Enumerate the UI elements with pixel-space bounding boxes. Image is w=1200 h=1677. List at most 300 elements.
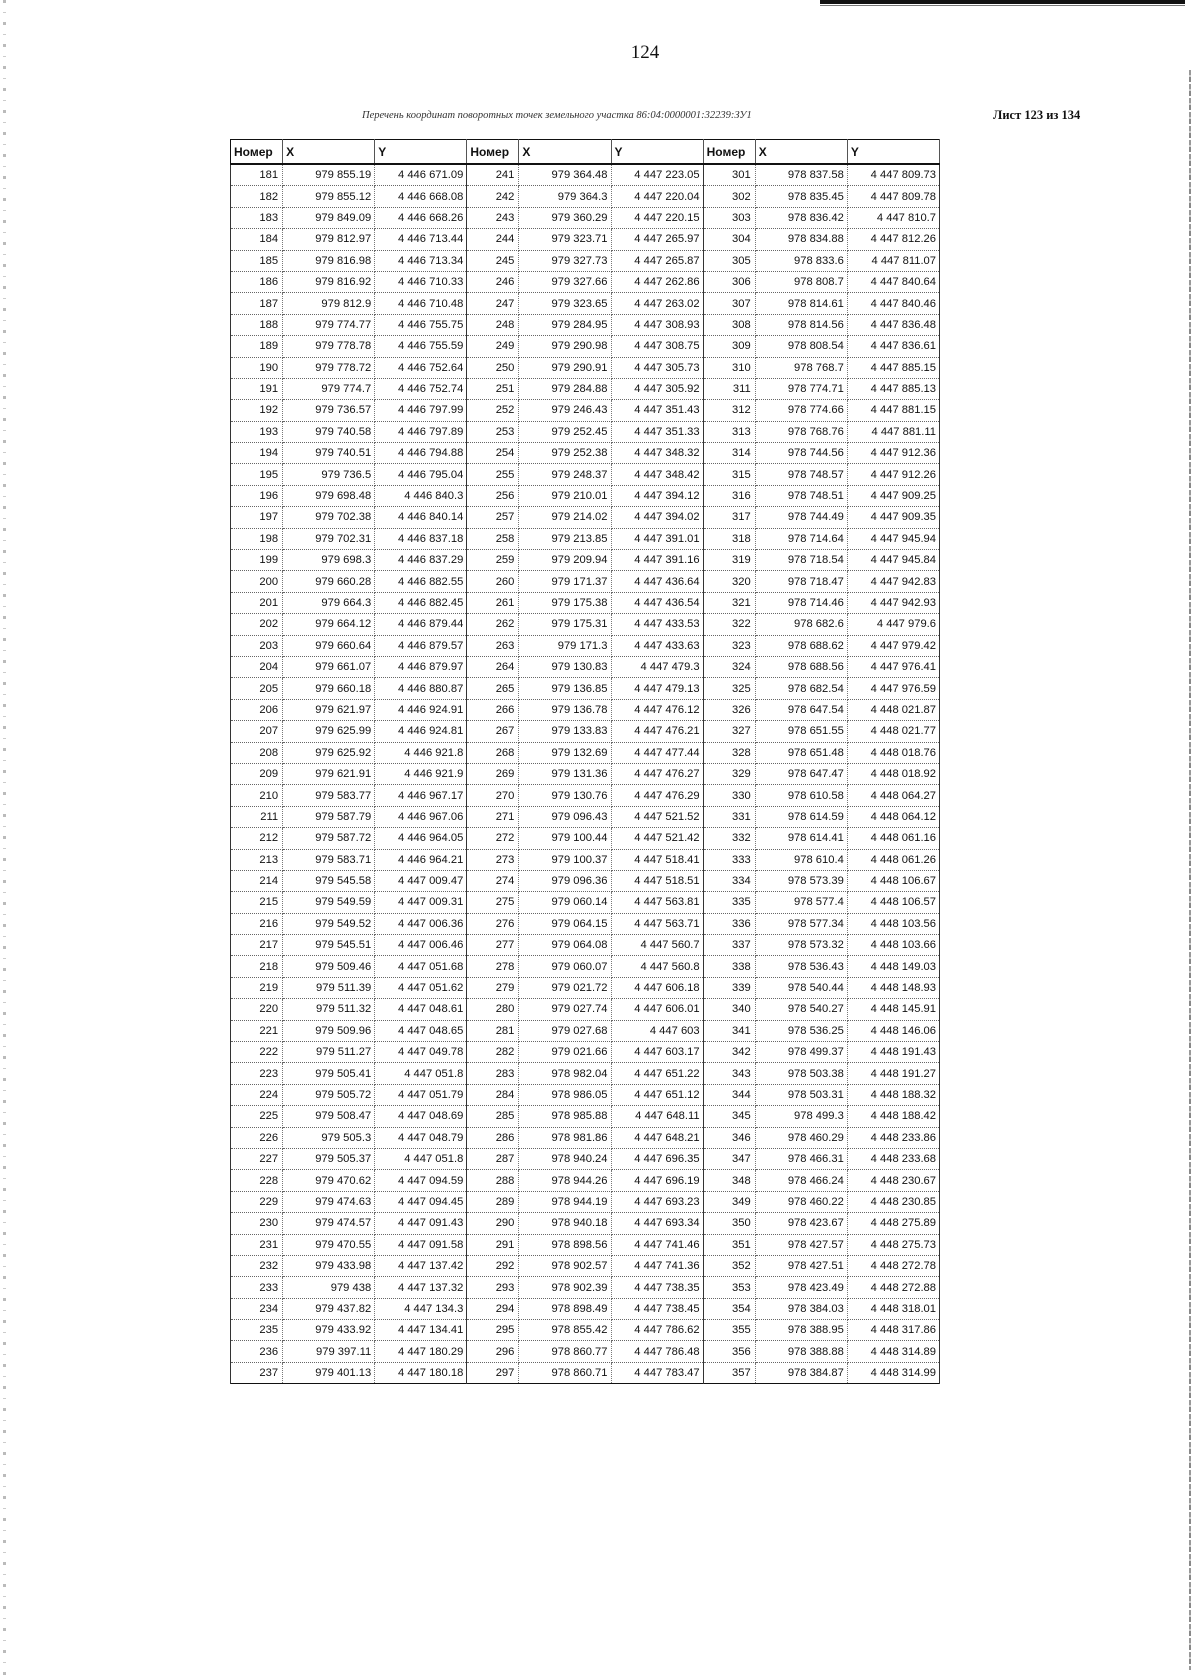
point-number: 237 [231, 1362, 283, 1383]
page-number: 124 [630, 42, 660, 63]
point-number: 231 [231, 1234, 283, 1255]
y-coordinate: 4 448 191.43 [847, 1042, 939, 1063]
point-number: 192 [231, 400, 283, 421]
x-coordinate: 979 664.12 [283, 614, 375, 635]
x-coordinate: 978 768.7 [755, 357, 847, 378]
y-coordinate: 4 447 476.27 [611, 763, 703, 784]
x-coordinate: 979 621.97 [283, 699, 375, 720]
table-row [231, 785, 940, 806]
x-coordinate: 978 768.76 [755, 421, 847, 442]
table-row [231, 656, 940, 677]
point-number: 291 [467, 1234, 519, 1255]
point-number: 257 [467, 507, 519, 528]
x-coordinate: 979 437.82 [283, 1298, 375, 1319]
table-row [231, 1277, 940, 1298]
point-number: 234 [231, 1298, 283, 1319]
point-number: 341 [703, 1020, 755, 1041]
x-coordinate: 979 736.5 [283, 464, 375, 485]
y-coordinate: 4 446 837.18 [375, 528, 467, 549]
table-row [231, 1362, 940, 1383]
y-coordinate: 4 446 967.06 [375, 806, 467, 827]
x-coordinate: 979 214.02 [519, 507, 611, 528]
x-coordinate: 978 427.57 [755, 1234, 847, 1255]
table-row [231, 742, 940, 763]
x-coordinate: 979 849.09 [283, 207, 375, 228]
point-number: 221 [231, 1020, 283, 1041]
y-coordinate: 4 447 836.61 [847, 336, 939, 357]
x-coordinate: 978 814.56 [755, 314, 847, 335]
y-coordinate: 4 446 879.97 [375, 656, 467, 677]
y-coordinate: 4 447 094.59 [375, 1170, 467, 1191]
col-header-y: Y [611, 140, 703, 165]
point-number: 294 [467, 1298, 519, 1319]
y-coordinate: 4 447 811.07 [847, 250, 939, 271]
x-coordinate: 978 774.66 [755, 400, 847, 421]
table-row [231, 892, 940, 913]
point-number: 227 [231, 1148, 283, 1169]
y-coordinate: 4 448 018.76 [847, 742, 939, 763]
point-number: 241 [467, 164, 519, 186]
y-coordinate: 4 447 351.43 [611, 400, 703, 421]
y-coordinate: 4 446 882.55 [375, 571, 467, 592]
y-coordinate: 4 448 145.91 [847, 999, 939, 1020]
y-coordinate: 4 447 433.63 [611, 635, 703, 656]
y-coordinate: 4 447 433.53 [611, 614, 703, 635]
table-row [231, 1298, 940, 1319]
y-coordinate: 4 447 006.36 [375, 913, 467, 934]
point-number: 213 [231, 849, 283, 870]
y-coordinate: 4 447 696.19 [611, 1170, 703, 1191]
point-number: 254 [467, 443, 519, 464]
x-coordinate: 979 284.95 [519, 314, 611, 335]
x-coordinate: 978 614.59 [755, 806, 847, 827]
y-coordinate: 4 447 976.41 [847, 656, 939, 677]
point-number: 223 [231, 1063, 283, 1084]
point-number: 258 [467, 528, 519, 549]
point-number: 191 [231, 378, 283, 399]
x-coordinate: 979 100.37 [519, 849, 611, 870]
y-coordinate: 4 447 180.18 [375, 1362, 467, 1383]
table-row [231, 1063, 940, 1084]
y-coordinate: 4 446 964.21 [375, 849, 467, 870]
table-row [231, 1106, 940, 1127]
point-number: 313 [703, 421, 755, 442]
point-number: 323 [703, 635, 755, 656]
y-coordinate: 4 447 912.36 [847, 443, 939, 464]
y-coordinate: 4 447 048.79 [375, 1127, 467, 1148]
x-coordinate: 979 064.08 [519, 935, 611, 956]
point-number: 181 [231, 164, 283, 186]
x-coordinate: 979 100.44 [519, 828, 611, 849]
point-number: 320 [703, 571, 755, 592]
y-coordinate: 4 446 795.04 [375, 464, 467, 485]
x-coordinate: 979 131.36 [519, 763, 611, 784]
y-coordinate: 4 448 233.68 [847, 1148, 939, 1169]
x-coordinate: 979 210.01 [519, 485, 611, 506]
point-number: 220 [231, 999, 283, 1020]
y-coordinate: 4 447 009.47 [375, 870, 467, 891]
x-coordinate: 979 505.72 [283, 1084, 375, 1105]
table-row [231, 763, 940, 784]
y-coordinate: 4 448 064.12 [847, 806, 939, 827]
y-coordinate: 4 447 979.6 [847, 614, 939, 635]
y-coordinate: 4 447 134.41 [375, 1320, 467, 1341]
point-number: 318 [703, 528, 755, 549]
point-number: 225 [231, 1106, 283, 1127]
y-coordinate: 4 446 924.81 [375, 721, 467, 742]
x-coordinate: 979 060.14 [519, 892, 611, 913]
table-row [231, 614, 940, 635]
y-coordinate: 4 447 563.81 [611, 892, 703, 913]
y-coordinate: 4 447 305.73 [611, 357, 703, 378]
point-number: 236 [231, 1341, 283, 1362]
point-number: 328 [703, 742, 755, 763]
x-coordinate: 979 209.94 [519, 550, 611, 571]
y-coordinate: 4 446 668.08 [375, 186, 467, 207]
point-number: 182 [231, 186, 283, 207]
scan-right-edge [1189, 70, 1191, 1670]
y-coordinate: 4 447 560.8 [611, 956, 703, 977]
point-number: 305 [703, 250, 755, 271]
point-number: 243 [467, 207, 519, 228]
y-coordinate: 4 447 606.18 [611, 977, 703, 998]
x-coordinate: 979 587.72 [283, 828, 375, 849]
x-coordinate: 978 982.04 [519, 1063, 611, 1084]
y-coordinate: 4 447 603.17 [611, 1042, 703, 1063]
table-row [231, 357, 940, 378]
x-coordinate: 979 812.9 [283, 293, 375, 314]
point-number: 266 [467, 699, 519, 720]
point-number: 293 [467, 1277, 519, 1298]
point-number: 329 [703, 763, 755, 784]
table-row [231, 485, 940, 506]
x-coordinate: 979 855.19 [283, 164, 375, 186]
point-number: 183 [231, 207, 283, 228]
y-coordinate: 4 447 348.42 [611, 464, 703, 485]
y-coordinate: 4 448 233.86 [847, 1127, 939, 1148]
point-number: 278 [467, 956, 519, 977]
y-coordinate: 4 447 479.3 [611, 656, 703, 677]
point-number: 201 [231, 592, 283, 613]
y-coordinate: 4 448 106.57 [847, 892, 939, 913]
coordinates-table [230, 139, 940, 1384]
table-row [231, 443, 940, 464]
point-number: 302 [703, 186, 755, 207]
point-number: 268 [467, 742, 519, 763]
x-coordinate: 979 096.36 [519, 870, 611, 891]
y-coordinate: 4 447 263.02 [611, 293, 703, 314]
y-coordinate: 4 447 881.11 [847, 421, 939, 442]
y-coordinate: 4 446 924.91 [375, 699, 467, 720]
y-coordinate: 4 448 148.93 [847, 977, 939, 998]
x-coordinate: 979 812.97 [283, 229, 375, 250]
x-coordinate: 979 778.72 [283, 357, 375, 378]
y-coordinate: 4 447 786.62 [611, 1320, 703, 1341]
table-row [231, 293, 940, 314]
x-coordinate: 978 682.6 [755, 614, 847, 635]
y-coordinate: 4 448 149.03 [847, 956, 939, 977]
y-coordinate: 4 447 741.36 [611, 1255, 703, 1276]
point-number: 193 [231, 421, 283, 442]
y-coordinate: 4 447 881.15 [847, 400, 939, 421]
y-coordinate: 4 448 061.26 [847, 849, 939, 870]
y-coordinate: 4 447 521.42 [611, 828, 703, 849]
x-coordinate: 979 509.96 [283, 1020, 375, 1041]
x-coordinate: 979 660.28 [283, 571, 375, 592]
y-coordinate: 4 447 648.21 [611, 1127, 703, 1148]
point-number: 242 [467, 186, 519, 207]
table-row [231, 378, 940, 399]
y-coordinate: 4 447 648.11 [611, 1106, 703, 1127]
y-coordinate: 4 447 049.78 [375, 1042, 467, 1063]
table-row [231, 1191, 940, 1212]
point-number: 204 [231, 656, 283, 677]
x-coordinate: 979 774.77 [283, 314, 375, 335]
y-coordinate: 4 447 945.94 [847, 528, 939, 549]
point-number: 205 [231, 678, 283, 699]
y-coordinate: 4 447 885.15 [847, 357, 939, 378]
x-coordinate: 979 136.85 [519, 678, 611, 699]
x-coordinate: 979 736.57 [283, 400, 375, 421]
point-number: 357 [703, 1362, 755, 1383]
y-coordinate: 4 446 755.59 [375, 336, 467, 357]
table-row [231, 271, 940, 292]
x-coordinate: 978 902.39 [519, 1277, 611, 1298]
x-coordinate: 979 397.11 [283, 1341, 375, 1362]
point-number: 337 [703, 935, 755, 956]
x-coordinate: 978 384.87 [755, 1362, 847, 1383]
point-number: 276 [467, 913, 519, 934]
point-number: 189 [231, 336, 283, 357]
y-coordinate: 4 448 103.66 [847, 935, 939, 956]
x-coordinate: 978 898.49 [519, 1298, 611, 1319]
top-rule-thin [820, 5, 1185, 6]
x-coordinate: 978 423.67 [755, 1213, 847, 1234]
point-number: 325 [703, 678, 755, 699]
point-number: 212 [231, 828, 283, 849]
table-row [231, 314, 940, 335]
point-number: 267 [467, 721, 519, 742]
y-coordinate: 4 447 810.7 [847, 207, 939, 228]
table-row [231, 592, 940, 613]
x-coordinate: 979 508.47 [283, 1106, 375, 1127]
x-coordinate: 979 470.62 [283, 1170, 375, 1191]
y-coordinate: 4 447 436.64 [611, 571, 703, 592]
point-number: 230 [231, 1213, 283, 1234]
point-number: 200 [231, 571, 283, 592]
point-number: 233 [231, 1277, 283, 1298]
y-coordinate: 4 447 348.32 [611, 443, 703, 464]
point-number: 356 [703, 1341, 755, 1362]
x-coordinate: 978 834.88 [755, 229, 847, 250]
y-coordinate: 4 447 840.46 [847, 293, 939, 314]
point-number: 197 [231, 507, 283, 528]
point-number: 353 [703, 1277, 755, 1298]
table-row [231, 635, 940, 656]
point-number: 332 [703, 828, 755, 849]
y-coordinate: 4 448 018.92 [847, 763, 939, 784]
y-coordinate: 4 447 783.47 [611, 1362, 703, 1383]
y-coordinate: 4 447 009.31 [375, 892, 467, 913]
x-coordinate: 979 323.65 [519, 293, 611, 314]
y-coordinate: 4 447 394.02 [611, 507, 703, 528]
table-row [231, 806, 940, 827]
point-number: 340 [703, 999, 755, 1020]
y-coordinate: 4 447 696.35 [611, 1148, 703, 1169]
y-coordinate: 4 447 693.34 [611, 1213, 703, 1234]
y-coordinate: 4 447 809.73 [847, 164, 939, 186]
point-number: 219 [231, 977, 283, 998]
y-coordinate: 4 447 351.33 [611, 421, 703, 442]
point-number: 287 [467, 1148, 519, 1169]
x-coordinate: 978 835.45 [755, 186, 847, 207]
x-coordinate: 979 364.48 [519, 164, 611, 186]
x-coordinate: 978 540.27 [755, 999, 847, 1020]
x-coordinate: 979 433.92 [283, 1320, 375, 1341]
x-coordinate: 978 940.18 [519, 1213, 611, 1234]
point-number: 295 [467, 1320, 519, 1341]
col-header-x: X [755, 140, 847, 165]
x-coordinate: 979 284.88 [519, 378, 611, 399]
y-coordinate: 4 446 797.89 [375, 421, 467, 442]
point-number: 252 [467, 400, 519, 421]
y-coordinate: 4 447 137.32 [375, 1277, 467, 1298]
point-number: 281 [467, 1020, 519, 1041]
x-coordinate: 979 511.39 [283, 977, 375, 998]
table-row [231, 678, 940, 699]
y-coordinate: 4 446 921.9 [375, 763, 467, 784]
y-coordinate: 4 447 308.75 [611, 336, 703, 357]
table-row [231, 977, 940, 998]
table-row [231, 699, 940, 720]
x-coordinate: 979 060.07 [519, 956, 611, 977]
point-number: 355 [703, 1320, 755, 1341]
table-row [231, 1042, 940, 1063]
y-coordinate: 4 447 048.61 [375, 999, 467, 1020]
x-coordinate: 979 549.59 [283, 892, 375, 913]
point-number: 195 [231, 464, 283, 485]
point-number: 275 [467, 892, 519, 913]
x-coordinate: 979 474.57 [283, 1213, 375, 1234]
y-coordinate: 4 448 188.42 [847, 1106, 939, 1127]
x-coordinate: 978 748.57 [755, 464, 847, 485]
x-coordinate: 978 986.05 [519, 1084, 611, 1105]
point-number: 194 [231, 443, 283, 464]
y-coordinate: 4 448 275.89 [847, 1213, 939, 1234]
y-coordinate: 4 448 061.16 [847, 828, 939, 849]
table-row [231, 1127, 940, 1148]
x-coordinate: 979 545.58 [283, 870, 375, 891]
table-row [231, 229, 940, 250]
point-number: 250 [467, 357, 519, 378]
x-coordinate: 978 902.57 [519, 1255, 611, 1276]
y-coordinate: 4 447 220.15 [611, 207, 703, 228]
y-coordinate: 4 447 976.59 [847, 678, 939, 699]
point-number: 271 [467, 806, 519, 827]
point-number: 264 [467, 656, 519, 677]
x-coordinate: 978 573.39 [755, 870, 847, 891]
y-coordinate: 4 448 314.99 [847, 1362, 939, 1383]
table-row [231, 507, 940, 528]
point-number: 232 [231, 1255, 283, 1276]
x-coordinate: 978 573.32 [755, 935, 847, 956]
x-coordinate: 979 545.51 [283, 935, 375, 956]
point-number: 270 [467, 785, 519, 806]
y-coordinate: 4 446 879.57 [375, 635, 467, 656]
y-coordinate: 4 447 391.16 [611, 550, 703, 571]
point-number: 348 [703, 1170, 755, 1191]
y-coordinate: 4 447 836.48 [847, 314, 939, 335]
x-coordinate: 979 027.68 [519, 1020, 611, 1041]
x-coordinate: 978 855.42 [519, 1320, 611, 1341]
y-coordinate: 4 447 051.68 [375, 956, 467, 977]
x-coordinate: 978 536.43 [755, 956, 847, 977]
x-coordinate: 979 213.85 [519, 528, 611, 549]
point-number: 286 [467, 1127, 519, 1148]
table-row [231, 571, 940, 592]
point-number: 284 [467, 1084, 519, 1105]
point-number: 263 [467, 635, 519, 656]
point-number: 199 [231, 550, 283, 571]
x-coordinate: 978 460.22 [755, 1191, 847, 1212]
y-coordinate: 4 446 752.64 [375, 357, 467, 378]
x-coordinate: 979 855.12 [283, 186, 375, 207]
y-coordinate: 4 446 840.14 [375, 507, 467, 528]
point-number: 235 [231, 1320, 283, 1341]
y-coordinate: 4 446 710.33 [375, 271, 467, 292]
point-number: 244 [467, 229, 519, 250]
y-coordinate: 4 447 518.51 [611, 870, 703, 891]
point-number: 246 [467, 271, 519, 292]
point-number: 306 [703, 271, 755, 292]
table-row [231, 1170, 940, 1191]
x-coordinate: 979 470.55 [283, 1234, 375, 1255]
point-number: 229 [231, 1191, 283, 1212]
y-coordinate: 4 447 476.21 [611, 721, 703, 742]
x-coordinate: 978 388.88 [755, 1341, 847, 1362]
point-number: 331 [703, 806, 755, 827]
y-coordinate: 4 448 272.88 [847, 1277, 939, 1298]
x-coordinate: 979 474.63 [283, 1191, 375, 1212]
y-coordinate: 4 447 394.12 [611, 485, 703, 506]
point-number: 297 [467, 1362, 519, 1383]
x-coordinate: 979 171.37 [519, 571, 611, 592]
y-coordinate: 4 447 051.62 [375, 977, 467, 998]
y-coordinate: 4 447 741.46 [611, 1234, 703, 1255]
point-number: 301 [703, 164, 755, 186]
point-number: 311 [703, 378, 755, 399]
y-coordinate: 4 447 265.97 [611, 229, 703, 250]
x-coordinate: 978 388.95 [755, 1320, 847, 1341]
x-coordinate: 979 290.91 [519, 357, 611, 378]
x-coordinate: 979 064.15 [519, 913, 611, 934]
x-coordinate: 979 096.43 [519, 806, 611, 827]
point-number: 211 [231, 806, 283, 827]
x-coordinate: 978 614.41 [755, 828, 847, 849]
x-coordinate: 979 027.74 [519, 999, 611, 1020]
x-coordinate: 979 660.18 [283, 678, 375, 699]
table-row [231, 1084, 940, 1105]
point-number: 335 [703, 892, 755, 913]
x-coordinate: 979 583.77 [283, 785, 375, 806]
x-coordinate: 978 718.47 [755, 571, 847, 592]
point-number: 290 [467, 1213, 519, 1234]
x-coordinate: 978 499.37 [755, 1042, 847, 1063]
y-coordinate: 4 448 230.67 [847, 1170, 939, 1191]
x-coordinate: 979 175.38 [519, 592, 611, 613]
scan-left-edge [3, 0, 6, 1677]
x-coordinate: 978 860.77 [519, 1341, 611, 1362]
